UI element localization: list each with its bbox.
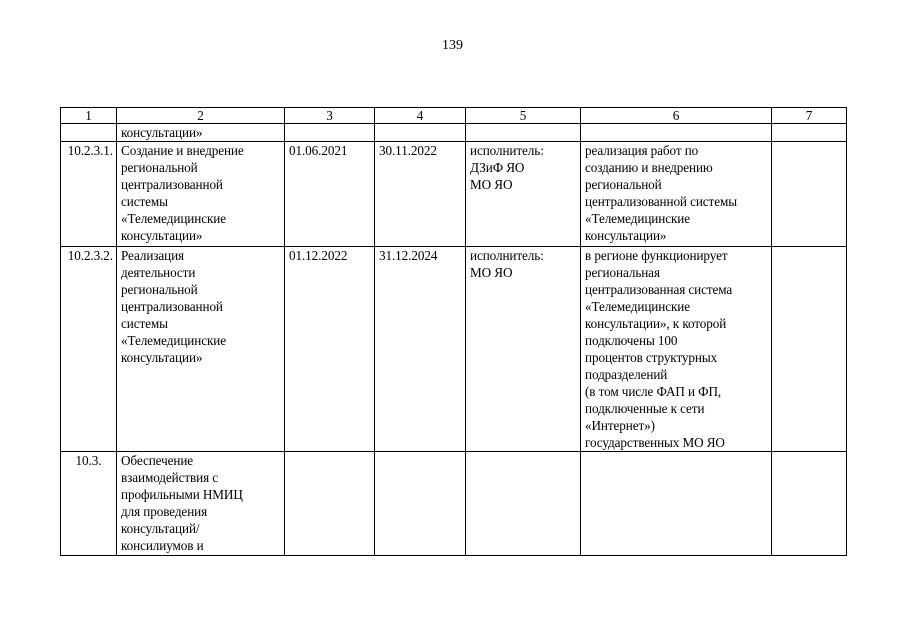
end-date-cell: 30.11.2022 — [375, 142, 466, 247]
note-cell — [772, 452, 847, 556]
column-header: 4 — [375, 108, 466, 124]
start-date-cell: 01.12.2022 — [285, 247, 375, 452]
executor-cell — [466, 124, 581, 142]
table-row — [61, 247, 847, 452]
activity-name-cell: консультации» — [117, 124, 285, 142]
column-header: 7 — [772, 108, 847, 124]
result-cell: реализация работ по созданию и внедрению региональной централизованной системы «Телемедицинские консультации» — [581, 142, 772, 247]
result-cell: в регионе функционирует региональная централизованная система «Телемедицинские консультации», к которой подключены 100 процентов структурных подразделений (в том числе ФАП и ФП, подключенные к сети «Интернет») государственных МО ЯО — [581, 247, 772, 452]
start-date-cell — [285, 452, 375, 556]
row-number-cell: 10.2.3.2. — [61, 247, 117, 452]
start-date-cell — [285, 124, 375, 142]
result-cell — [581, 452, 772, 556]
row-number-cell — [61, 124, 117, 142]
table-row — [61, 124, 847, 142]
row-number-cell: 10.2.3.1. — [61, 142, 117, 247]
column-header: 1 — [61, 108, 117, 124]
table-header-row — [61, 108, 847, 124]
executor-cell: исполнитель: ДЗиФ ЯО МО ЯО — [466, 142, 581, 247]
row-number-cell: 10.3. — [61, 452, 117, 556]
note-cell — [772, 142, 847, 247]
executor-cell — [466, 452, 581, 556]
end-date-cell — [375, 452, 466, 556]
column-header: 6 — [581, 108, 772, 124]
activity-name-cell: Реализация деятельности региональной централизованной системы «Телемедицинские консультации» — [117, 247, 285, 452]
column-header: 5 — [466, 108, 581, 124]
note-cell — [772, 124, 847, 142]
end-date-cell — [375, 124, 466, 142]
column-header: 3 — [285, 108, 375, 124]
note-cell — [772, 247, 847, 452]
table-row — [61, 142, 847, 247]
page-number: 139 — [442, 38, 463, 53]
start-date-cell: 01.06.2021 — [285, 142, 375, 247]
executor-cell: исполнитель: МО ЯО — [466, 247, 581, 452]
result-cell — [581, 124, 772, 142]
activity-name-cell: Создание и внедрение региональной централизованной системы «Телемедицинские консультации» — [117, 142, 285, 247]
table-row — [61, 452, 847, 556]
activity-name-cell: Обеспечение взаимодействия с профильными НМИЦ для проведения консультаций/ консилиумов и — [117, 452, 285, 556]
plan-table — [60, 107, 847, 556]
column-header: 2 — [117, 108, 285, 124]
end-date-cell: 31.12.2024 — [375, 247, 466, 452]
